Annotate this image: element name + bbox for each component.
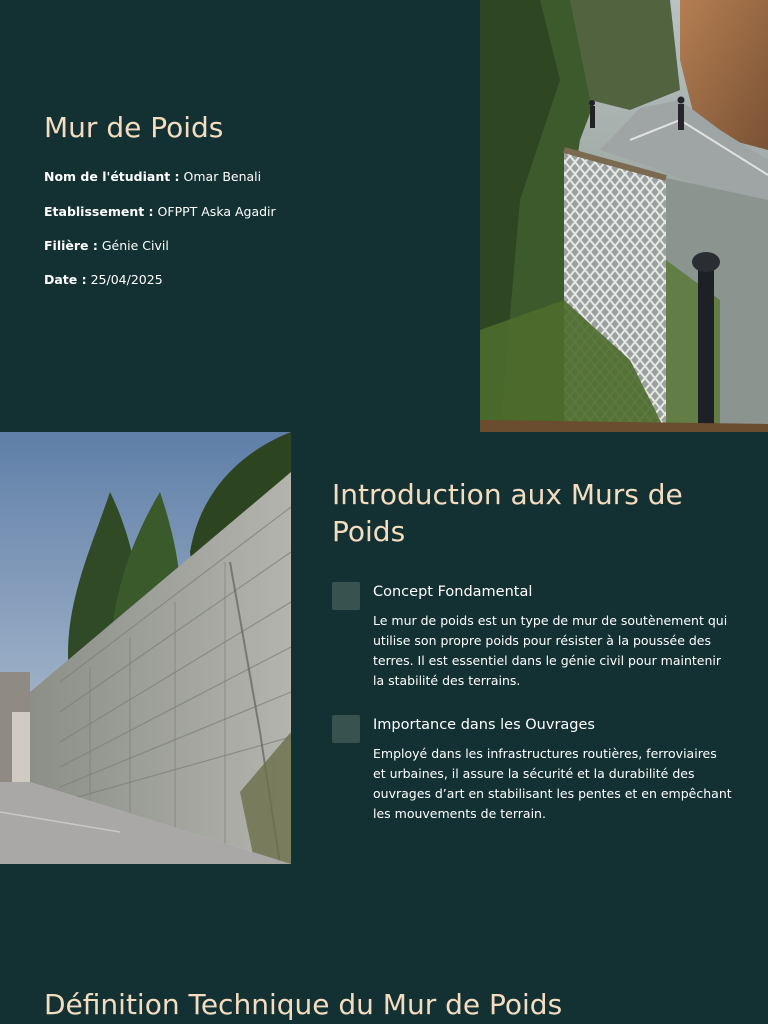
intro-heading: Introduction aux Murs de Poids [332,478,683,548]
info-date [44,272,163,288]
retaining-wall-road-photo [480,0,768,432]
info-field-value: Génie Civil [101,238,169,253]
importance-body: Employé dans les infrastructures routières, ferroviaires et urbaines, il assure la sécurité et la durabilité des ouvrages d’art en stabilisant les pentes et en empêchant les mouvements de terrain. [373,746,732,821]
cover-title: Mur de Poids [44,111,224,144]
info-date-value: 25/04/2025 [90,272,163,287]
info-student-value: Omar Benali [183,169,262,184]
info-student-label: Nom de l'étudiant : [44,169,180,184]
info-date-label: Date : [44,272,87,287]
info-field-label: Filière : [44,238,98,253]
info-school-label: Etablissement : [44,204,154,219]
info-field [44,238,169,254]
info-school [44,204,276,220]
info-school-value: OFPPT Aska Agadir [157,204,276,219]
importance-title: Importance dans les Ouvrages [373,717,595,733]
concept-body: Le mur de poids est un type de mur de soutènement qui utilise son propre poids pour résister à la poussée des terres. Il est essentiel dans le génie civil pour maintenir la stabilité des terrains. [373,613,728,688]
concept-title: Concept Fondamental [373,584,533,600]
concrete-wall-photo [0,432,291,864]
technical-heading: Définition Technique du Mur de Poids [44,988,563,1021]
bullet-icon [332,582,360,610]
info-student [44,169,261,185]
bullet-icon [332,715,360,743]
